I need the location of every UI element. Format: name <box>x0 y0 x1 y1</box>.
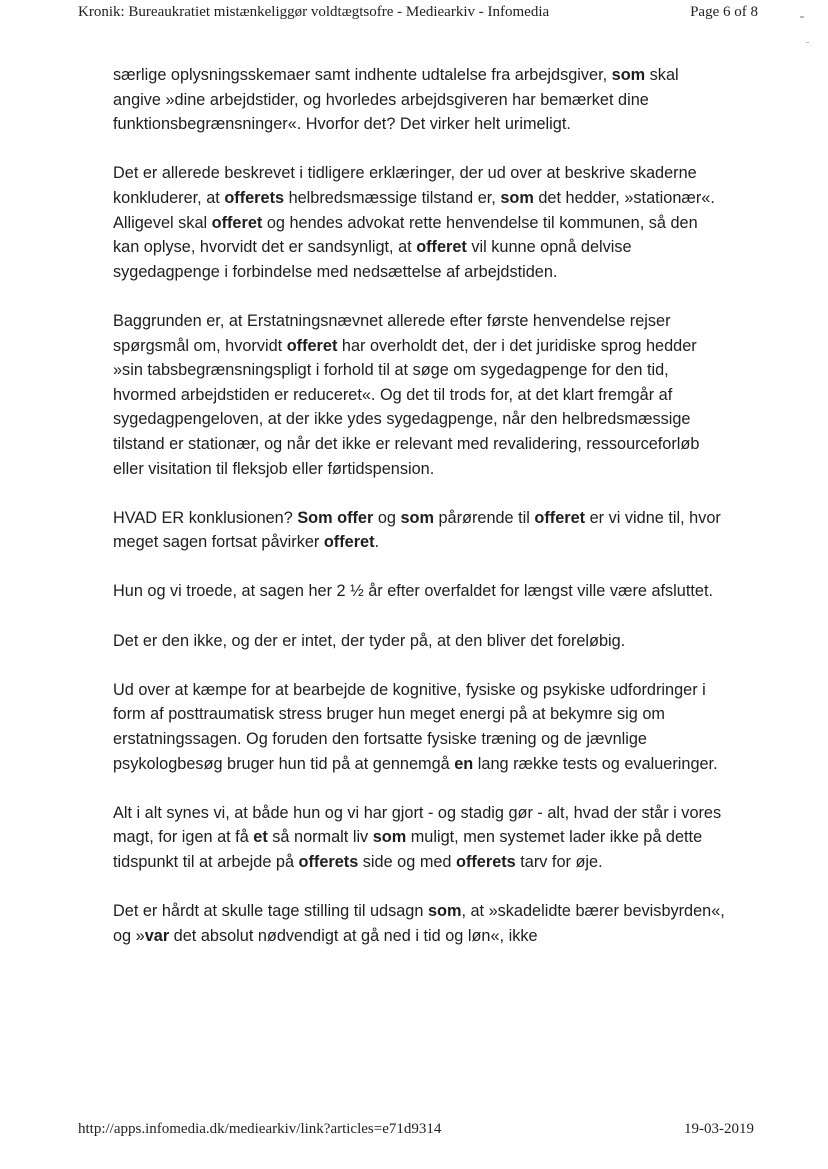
text-run: vil kunne opnå delvise sygedagpenge i forbindelse med nedsættelse af arbejdstiden. <box>113 238 632 281</box>
text-run: Hun og vi troede, at sagen her 2 ½ år efter overfaldet for længst ville være afsluttet. <box>113 582 714 601</box>
bold-text-run: offeret <box>286 336 338 355</box>
bold-text-run: offeret <box>211 213 263 232</box>
text-run: Det er allerede beskrevet i tidligere erklæringer, der ud over at beskrive skaderne konkluderer, at <box>113 164 697 207</box>
bold-text-run: offerets <box>224 188 285 207</box>
bold-text-run: som <box>427 902 462 921</box>
bold-text-run: et <box>253 828 268 847</box>
paragraph <box>113 309 725 481</box>
text-run: Ud over at kæmpe for at bearbejde de kognitive, fysiske og psykiske udfordringer i form af posttraumatisk stress bruger hun meget energi på at bekymre sig om erstatningssagen. Og foruden den fortsatte fysiske træning og de jævnlige psykologbesøg bruger hun tid på at gennemgå <box>113 680 706 773</box>
article-body <box>113 63 725 973</box>
paragraph <box>113 579 725 604</box>
bold-text-run: var <box>144 926 170 945</box>
text-run: Det er hårdt at skulle tage stilling til udsagn <box>113 902 428 921</box>
bold-text-run: offerets <box>298 853 359 871</box>
paragraph <box>113 629 725 654</box>
article-url: http://apps.infomedia.dk/mediearkiv/link?articles=e71d9314 <box>78 1121 442 1137</box>
text-run: helbredsmæssige tilstand er, <box>284 188 501 207</box>
text-run: og hendes advokat rette henvendelse til kommunen, så den kan oplyse, hvorvidt det er sandsynligt, at <box>113 213 698 257</box>
text-run: HVAD ER konklusionen? <box>113 508 298 527</box>
text-run: Baggrunden er, at Erstatningsnævnet allerede efter første henvendelse rejser spørgsmål om, hvorvidt <box>113 311 671 355</box>
text-run: lang række tests og evalueringer. <box>473 754 718 773</box>
text-run: side og med <box>358 853 457 871</box>
page-number: Page 6 of 8 <box>690 4 758 20</box>
text-run: pårørende til <box>433 508 535 527</box>
text-run: skal angive »dine arbejdstider, og hvorledes arbejdsgiveren har bemærket dine funktionsbegrænsninger«. Hvorfor det? Det virker helt urimeligt. <box>113 66 679 134</box>
text-run: Det er den ikke, og der er intet, der tyder på, at den bliver det foreløbig. <box>113 631 626 650</box>
text-run: og <box>373 508 401 527</box>
page-footer <box>78 1121 754 1141</box>
scan-artifact <box>800 16 804 18</box>
text-run: Alt i alt synes vi, at både hun og vi har gjort - og stadig gør - alt, hvad der står i vores magt, for igen at få <box>113 803 722 847</box>
text-run: har overholdt det, der i det juridiske sprog hedder »sin tabsbegrænsningspligt i forhold til at søge om sygedagpenge for den tid, hvormed arbejdstiden er reduceret«. Og det til trods for, at det klart fremgår af sygedagpengeloven, at der ikke ydes sygedagpenge, når den helbredsmæssige tilstand er stationær, og når det ikke er relevant med revalidering, ressourceforløb eller visitation til fleksjob eller førtidspension. <box>113 336 700 478</box>
bold-text-run: som <box>372 828 407 847</box>
scan-artifact <box>806 42 809 43</box>
print-date: 19-03-2019 <box>684 1121 754 1137</box>
page-header <box>78 4 758 24</box>
text-run: , at »skadelidte bærer bevisbyrden«, og » <box>113 902 725 945</box>
text-run: det hedder, »stationær«. Alligevel skal <box>113 188 715 232</box>
bold-text-run: offeret <box>416 238 467 257</box>
text-run: det absolut nødvendigt at gå ned i tid og løn«, ikke <box>169 926 538 945</box>
text-run: . <box>374 533 380 552</box>
bold-text-run: offeret <box>323 533 375 552</box>
bold-text-run: Som offer <box>297 508 374 527</box>
bold-text-run: som <box>400 508 434 527</box>
text-run: er vi vidne til, hvor meget sagen fortsat påvirker <box>113 508 721 552</box>
bold-text-run: som <box>500 188 534 207</box>
text-run: tarv for øje. <box>515 853 603 871</box>
bold-text-run: som <box>611 66 646 84</box>
bold-text-run: offerets <box>456 853 516 871</box>
paragraph <box>113 801 725 875</box>
text-run: særlige oplysningsskemaer samt indhente udtalelse fra arbejdsgiver, <box>113 66 612 84</box>
bold-text-run: offeret <box>534 508 586 527</box>
paragraph <box>113 899 725 948</box>
document-title: Kronik: Bureaukratiet mistænkeliggør voldtægtsofre - Mediearkiv - Infomedia <box>78 4 550 20</box>
text-run: muligt, men systemet lader ikke på dette tidspunkt til at arbejde på <box>113 828 703 871</box>
paragraph <box>113 161 725 284</box>
bold-text-run: en <box>454 754 474 773</box>
paragraph <box>113 63 725 137</box>
paragraph <box>113 678 725 776</box>
text-run: så normalt liv <box>267 828 373 847</box>
paragraph <box>113 506 725 555</box>
